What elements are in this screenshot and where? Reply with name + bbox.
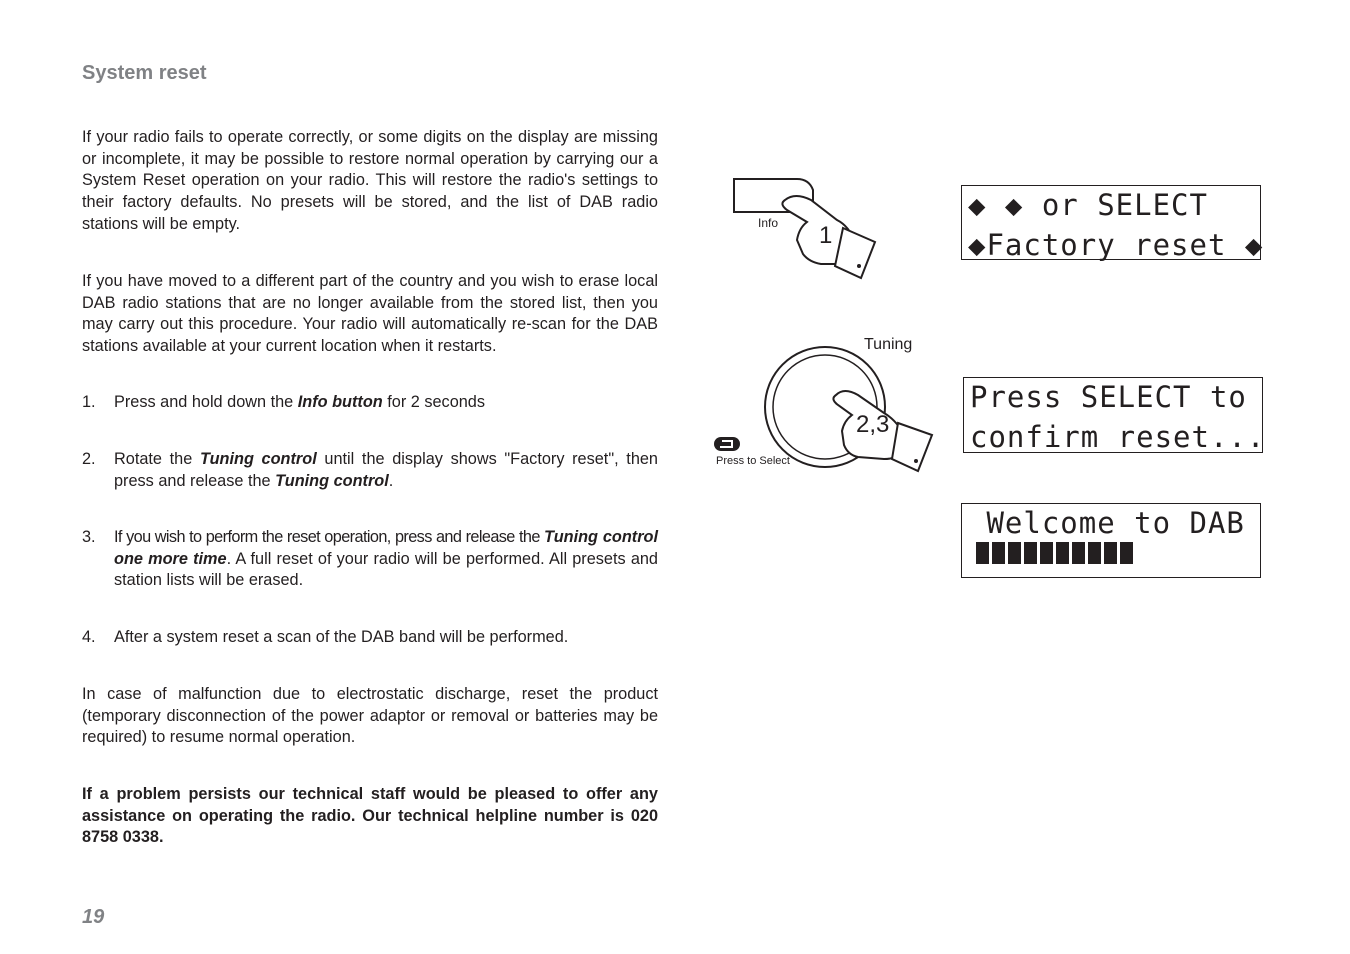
step-text: If you wish to perform the reset operation, press and release the Tuning control one more time. A full reset of your radio will be performed. All presets and station lists will be erased. — [114, 528, 658, 590]
progress-segment — [1120, 542, 1133, 564]
lcd-line-1: Press SELECT to — [970, 380, 1247, 414]
progress-segment — [1104, 542, 1117, 564]
step-text: Rotate the Tuning control until the display shows "Factory reset", then press and release the Tuning control. — [114, 450, 658, 490]
lcd-display-confirm — [963, 377, 1266, 454]
press-to-select-label: Press to Select — [716, 455, 790, 467]
step-number: 4. — [82, 628, 96, 646]
info-step-number: 1 — [819, 222, 833, 249]
info-label: Info — [758, 216, 779, 230]
helpline-paragraph: If a problem persists our technical staff would be pleased to offer any assistance on operating the radio. Our technical helpline number is 020 8758 0338. — [82, 785, 658, 847]
intro-paragraph: If your radio fails to operate correctly, or some digits on the display are missing or incomplete, it may be possible to restore normal operation by carrying our a System Reset operation on your radio. This will restore the radio's settings to their factory defaults. No presets will be stored, and the list of DAB radio stations will be empty. — [82, 128, 658, 233]
progress-segment — [976, 542, 989, 564]
lcd-line-2: confirm reset... — [970, 420, 1266, 454]
progress-segment — [992, 542, 1005, 564]
lcd-display-welcome — [961, 503, 1261, 578]
tuning-knob-icon — [712, 335, 937, 475]
lcd-display-factory-reset — [961, 185, 1264, 262]
progress-segment — [1040, 542, 1053, 564]
progress-segment — [1008, 542, 1021, 564]
page-title: System reset — [82, 62, 207, 84]
relocation-paragraph: If you have moved to a different part of the country and you wish to erase local DAB radio stations that are no longer available from the stored list, then you may carry out this procedure. Your radio will automatically re-scan for the DAB stations available at your current location when it restarts. — [82, 272, 658, 356]
progress-segment — [1088, 542, 1101, 564]
step-number: 1. — [82, 393, 96, 411]
step-number: 2. — [82, 450, 96, 468]
step-text: Press and hold down the Info button for 2 seconds — [114, 393, 486, 411]
progress-segment — [1072, 542, 1085, 564]
info-button-illustration — [725, 170, 895, 285]
lcd-line-1: Welcome to DAB — [968, 506, 1245, 540]
step-text: After a system reset a scan of the DAB band will be performed. — [114, 628, 569, 646]
hand-press-icon — [725, 170, 895, 285]
scan-progress-bar — [976, 542, 1133, 564]
tuning-step-number: 2,3 — [856, 411, 890, 438]
tuning-control-illustration — [712, 335, 937, 475]
lcd-line-2: ◆Factory reset ◆ — [968, 228, 1264, 262]
step-number: 3. — [82, 528, 96, 546]
lcd-line-1: ◆ ◆ or SELECT — [968, 188, 1208, 222]
progress-segment — [1056, 542, 1069, 564]
esd-paragraph: In case of malfunction due to electrostatic discharge, reset the product (temporary disconnection of the power adaptor or removal or batteries may be required) to resume normal operation. — [82, 685, 658, 747]
page-number: 19 — [82, 906, 105, 928]
tuning-label: Tuning — [864, 336, 913, 353]
progress-segment — [1024, 542, 1037, 564]
